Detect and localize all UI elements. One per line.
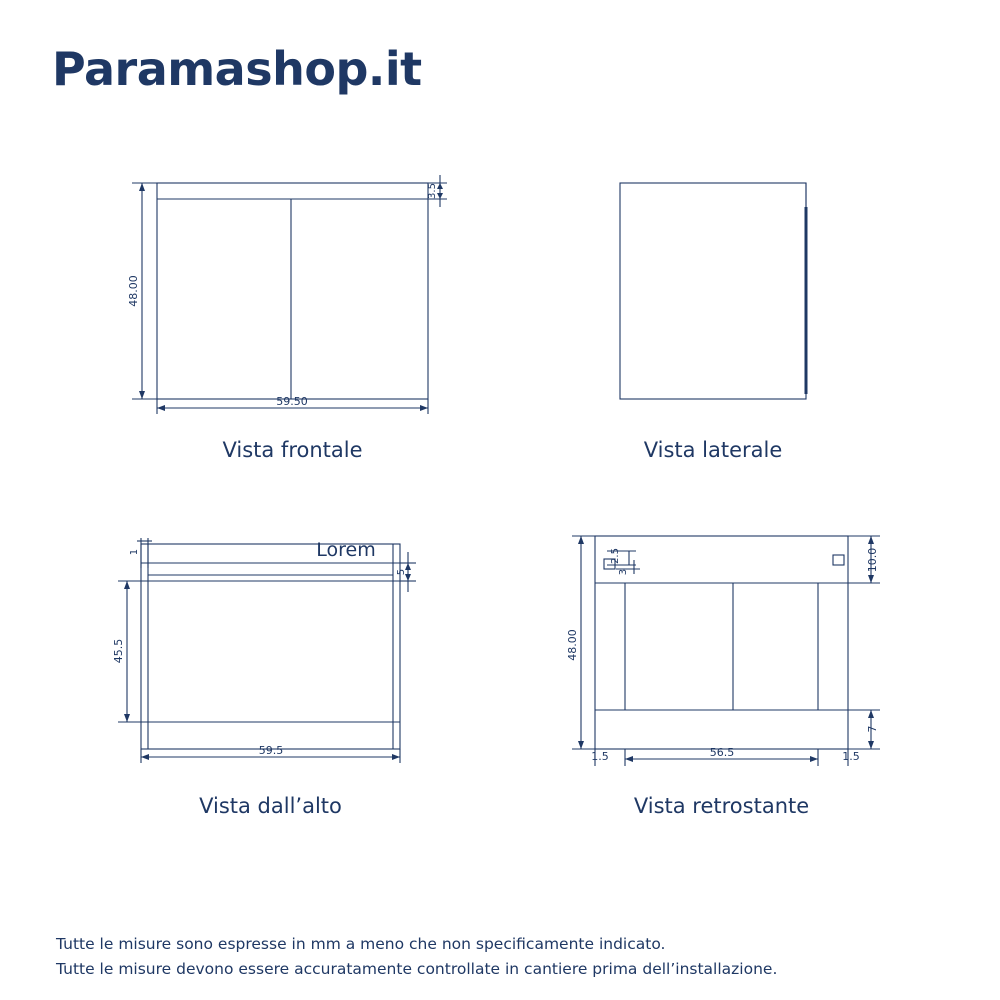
back-dim-left-edge: 1.5 bbox=[591, 750, 609, 763]
back-dim-inner-width: 56.5 bbox=[709, 746, 735, 759]
note-line-2: Tutte le misure devono essere accuratamente controllate in cantiere prima dell’installazione. bbox=[56, 960, 778, 978]
brand-logo: Paramashop.it bbox=[52, 42, 422, 96]
caption-top-view: Vista dall’alto bbox=[199, 794, 342, 818]
caption-side-view: Vista laterale bbox=[643, 438, 783, 462]
top-dim-depth: 45.5 bbox=[112, 638, 125, 664]
top-dim-rail: 5 bbox=[396, 568, 407, 576]
measurement-notes bbox=[56, 932, 777, 982]
caption-back-view: Vista retrostante bbox=[633, 794, 810, 818]
back-cabinet-outline bbox=[595, 536, 848, 749]
back-dim-bottomrail: 7 bbox=[866, 725, 879, 733]
front-dim-height: 48.00 bbox=[127, 275, 140, 307]
back-dim-height: 48.00 bbox=[566, 629, 579, 661]
back-dim-right-edge: 1.5 bbox=[842, 750, 860, 763]
top-dim-width: 59.5 bbox=[258, 744, 284, 757]
back-dim-toprail: 10.0 bbox=[866, 547, 879, 573]
top-annotation-lorem: Lorem bbox=[316, 539, 376, 561]
front-dim-topthickness: 3.5 bbox=[427, 183, 438, 199]
front-dim-width: 59.50 bbox=[276, 395, 308, 408]
back-bracket-right bbox=[833, 555, 844, 565]
top-dim-one: 1 bbox=[129, 548, 140, 556]
back-dim-three: 3 bbox=[618, 568, 629, 576]
back-dim-2point5: 2.5 bbox=[610, 548, 621, 564]
caption-front-view: Vista frontale bbox=[222, 438, 363, 462]
note-line-1: Tutte le misure sono espresse in mm a meno che non specificamente indicato. bbox=[56, 935, 666, 953]
